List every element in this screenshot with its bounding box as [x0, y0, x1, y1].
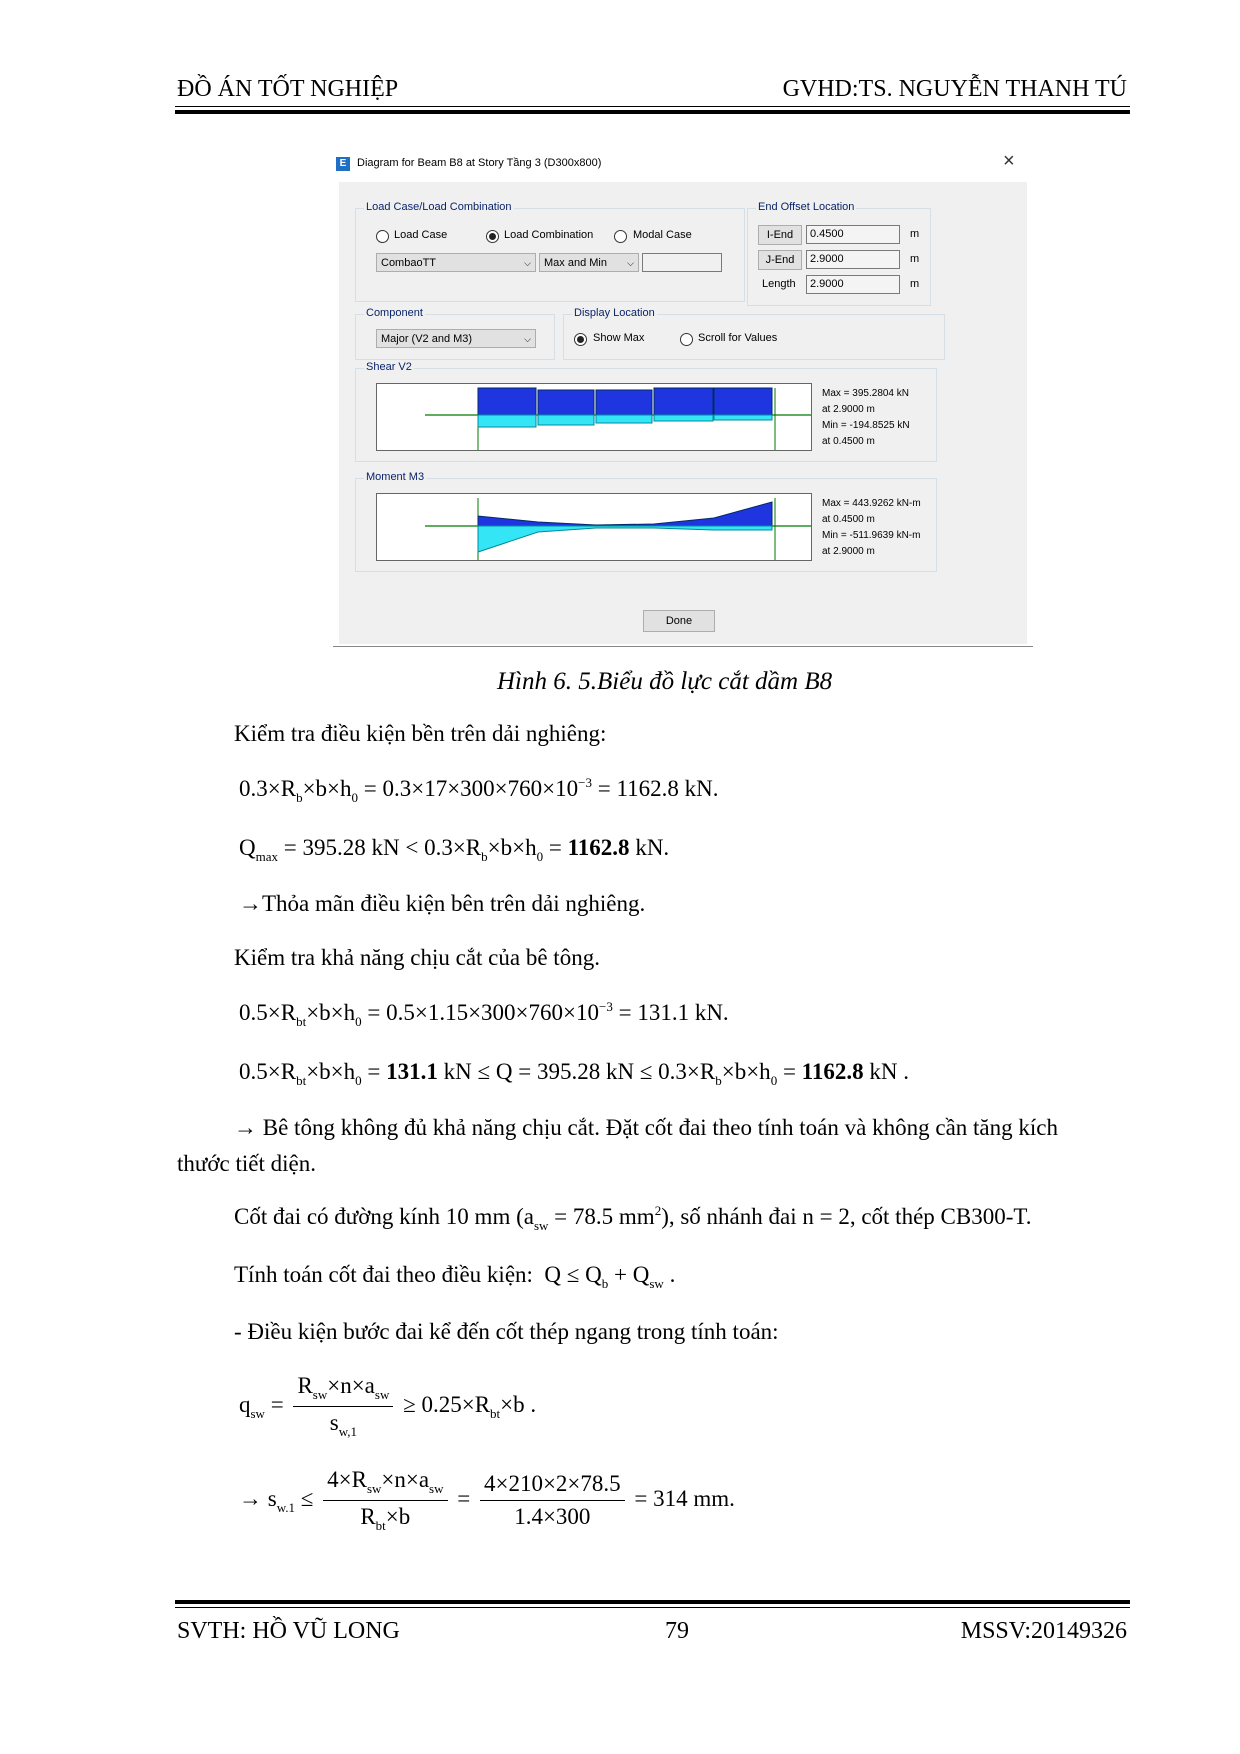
- load-case-group: [355, 201, 745, 302]
- i-end-unit: m: [910, 228, 920, 240]
- page-number: 79: [665, 1618, 689, 1644]
- qsw-fraction: $\frac{R_{sw}\times n\times a_{sw}}{s_{w,1}}$: [293, 1373, 393, 1440]
- shear-neg-seg-3: [596, 415, 652, 423]
- done-button-visible[interactable]: Done: [643, 610, 715, 632]
- i-end-button[interactable]: I-End: [758, 225, 802, 245]
- paragraph-4a: → Bê tông không đủ khả năng chịu cắt. Đặt cốt đai theo tính toán và không cần tăng kích: [234, 1115, 1058, 1140]
- envelope-select-value: Max and Min: [544, 257, 607, 269]
- moment-diagram-plot: [376, 493, 812, 561]
- extra-field[interactable]: [642, 253, 722, 272]
- scroll-values-radio[interactable]: [680, 333, 693, 346]
- show-max-radio[interactable]: [574, 333, 587, 346]
- modal-case-radio-label: Modal Case: [633, 229, 692, 241]
- paragraph-4b: thước tiết diện.: [177, 1151, 316, 1176]
- j-end-field[interactable]: 2.9000: [806, 250, 900, 269]
- shear-pos-seg-5: [714, 388, 772, 415]
- figure-caption: Hình 6. 5.Biểu đồ lực cắt dầm B8: [497, 668, 833, 695]
- dialog-body: [339, 182, 1027, 644]
- equation-3: $0.5\times R_{bt}\times b\times h_0 = 0.5\times 1.15\times 300\times 760\times 10^{-3} = 131.1$ kN.: [239, 999, 729, 1029]
- close-icon[interactable]: ×: [1003, 150, 1015, 172]
- equation-4: $0.5\times R_{bt}\times b\times h_0 = 131.1$ kN ≤ Q = 395.28 kN ≤ $0.3\times R_b\times b\times h_0 = 1162.8$ kN .: [239, 1059, 910, 1088]
- load-combination-radio-label: Load Combination: [504, 229, 594, 241]
- moment-negative-envelope: [478, 526, 772, 552]
- paragraph-2: →Thỏa mãn điều kiện bên trên dải nghiêng.: [239, 891, 646, 916]
- display-location-group-label: Display Location: [574, 307, 655, 319]
- shear-neg-seg-5: [714, 415, 772, 420]
- header-left: ĐỒ ÁN TỐT NGHIỆP: [177, 76, 399, 102]
- shear-max-value: Max = 395.2804 kN: [822, 388, 909, 399]
- etabs-app-icon: E: [336, 157, 350, 171]
- equation-6: → $s_{w.1}$ ≤ $\frac{4\times R_{sw}\times n\times a_{sw}}{R_{bt}\times b}$ = $\frac{4\times 210\times 2\times 78.5}{1.4\times 300}$ = 314 mm.: [239, 1467, 735, 1533]
- shear-pos-seg-2: [538, 390, 594, 415]
- shear-pos-seg-3: [596, 390, 652, 415]
- load-combination-radio[interactable]: [486, 230, 499, 243]
- paragraph-7: - Điều kiện bước đai kể đến cốt thép ngang trong tính toán:: [234, 1319, 779, 1344]
- sw1-numeric-fraction: $\frac{4\times 210\times 2\times 78.5}{1.4\times 300}$: [480, 1471, 625, 1530]
- j-end-button[interactable]: J-End: [758, 250, 802, 270]
- shear-neg-seg-2: [538, 415, 594, 425]
- equation-5: $q_{sw}$ = $\frac{R_{sw}\times n\times a_{sw}}{s_{w,1}}$ ≥ $0.25\times R_{bt}\times b$ .: [239, 1373, 537, 1439]
- shear-pos-seg-1: [478, 388, 536, 415]
- component-group-label: Component: [366, 307, 423, 319]
- chevron-down-icon: ⌵: [524, 258, 531, 268]
- moment-positive-envelope: [478, 502, 772, 526]
- paragraph-6-text: Tính toán cốt đai theo điều kiện:: [234, 1262, 533, 1287]
- modal-case-radio[interactable]: [614, 230, 627, 243]
- shear-v2-group: [355, 361, 937, 462]
- shear-max-location: at 2.9000 m: [822, 404, 875, 415]
- display-location-group: [563, 307, 945, 360]
- component-select[interactable]: [376, 329, 536, 348]
- dialog-title: Diagram for Beam B8 at Story Tầng 3 (D300x800): [357, 157, 602, 169]
- paragraph-5-post: ), số nhánh đai n = 2, cốt thép CB300-T.: [661, 1204, 1032, 1229]
- moment-diagram-svg: [377, 494, 811, 560]
- header-rule-thin: [175, 106, 1130, 107]
- header-right: GVHD:TS. NGUYỄN THANH TÚ: [782, 76, 1127, 102]
- equation-2: $Q_{max} = 395.28$ kN < $0.3\times R_b\times b\times h_0 = 1162.8$ kN.: [239, 835, 670, 864]
- scroll-values-label: Scroll for Values: [698, 332, 778, 344]
- end-offset-group: [747, 201, 931, 306]
- moment-min-value: Min = -511.9639 kN-m: [822, 530, 921, 541]
- header-rule-thick: [175, 110, 1130, 114]
- load-case-radio-label: Load Case: [394, 229, 448, 241]
- shear-min-value: Min = -194.8525 kN: [822, 420, 910, 431]
- component-select-value: Major (V2 and M3): [381, 333, 473, 345]
- shear-neg-seg-4: [654, 415, 713, 421]
- load-case-group-label: Load Case/Load Combination: [366, 201, 512, 213]
- shear-v2-group-label: Shear V2: [366, 361, 412, 373]
- shear-diagram-plot: [376, 383, 812, 451]
- moment-max-location: at 0.4500 m: [822, 514, 875, 525]
- combination-select-value: CombaoTT: [381, 257, 437, 269]
- load-case-radio[interactable]: [376, 230, 389, 243]
- length-field: 2.9000: [806, 275, 900, 294]
- moment-m3-group: [355, 471, 937, 572]
- shear-diagram-svg: [377, 384, 811, 450]
- shear-neg-seg-1: [478, 415, 536, 427]
- equation-1: $0.3\times R_b\times b\times h_0 = 0.3\times 17\times 300\times 760\times 10^{-3} = 1162.8$ kN.: [239, 775, 719, 805]
- shear-min-location: at 0.4500 m: [822, 436, 875, 447]
- show-max-label: Show Max: [593, 332, 645, 344]
- end-offset-group-label: End Offset Location: [758, 201, 855, 213]
- length-label: Length: [762, 278, 796, 290]
- sw1-fraction: $\frac{4\times R_{sw}\times n\times a_{sw}}{R_{bt}\times b}$: [323, 1467, 447, 1534]
- beam-diagram-dialog: [333, 146, 1033, 647]
- footer-rule-thick: [175, 1600, 1130, 1604]
- chevron-down-icon: ⌵: [627, 258, 634, 268]
- chevron-down-icon: ⌵: [524, 334, 531, 344]
- paragraph-5: Cốt đai có đường kính 10 mm ($a_{sw} = 78.5$ $mm^2$), số nhánh đai n = 2, cốt thép CB300-T.: [234, 1203, 1032, 1233]
- i-end-field[interactable]: 0.4500: [806, 225, 900, 244]
- combination-select[interactable]: [376, 253, 536, 272]
- shear-pos-seg-4: [654, 388, 713, 415]
- footer-left: SVTH: HỒ VŨ LONG: [177, 1618, 400, 1644]
- j-end-unit: m: [910, 253, 920, 265]
- component-group: [355, 307, 555, 360]
- moment-max-value: Max = 443.9262 kN-m: [822, 498, 921, 509]
- footer-right: MSSV:20149326: [960, 1618, 1127, 1644]
- paragraph-1: Kiểm tra điều kiện bền trên dải nghiêng:: [234, 721, 607, 746]
- dialog-titlebar: [333, 146, 1033, 182]
- length-unit: m: [910, 278, 920, 290]
- envelope-select[interactable]: [539, 253, 639, 272]
- paragraph-3: Kiểm tra khả năng chịu cắt của bê tông.: [234, 945, 600, 970]
- moment-min-location: at 2.9000 m: [822, 546, 875, 557]
- moment-m3-group-label: Moment M3: [366, 471, 425, 483]
- footer-rule-thin: [175, 1607, 1130, 1608]
- paragraph-6: Tính toán cốt đai theo điều kiện: $Q \le Q_b + Q_{sw}$ .: [234, 1262, 676, 1291]
- paragraph-5-pre: Cốt đai có đường kính 10 mm (: [234, 1204, 524, 1229]
